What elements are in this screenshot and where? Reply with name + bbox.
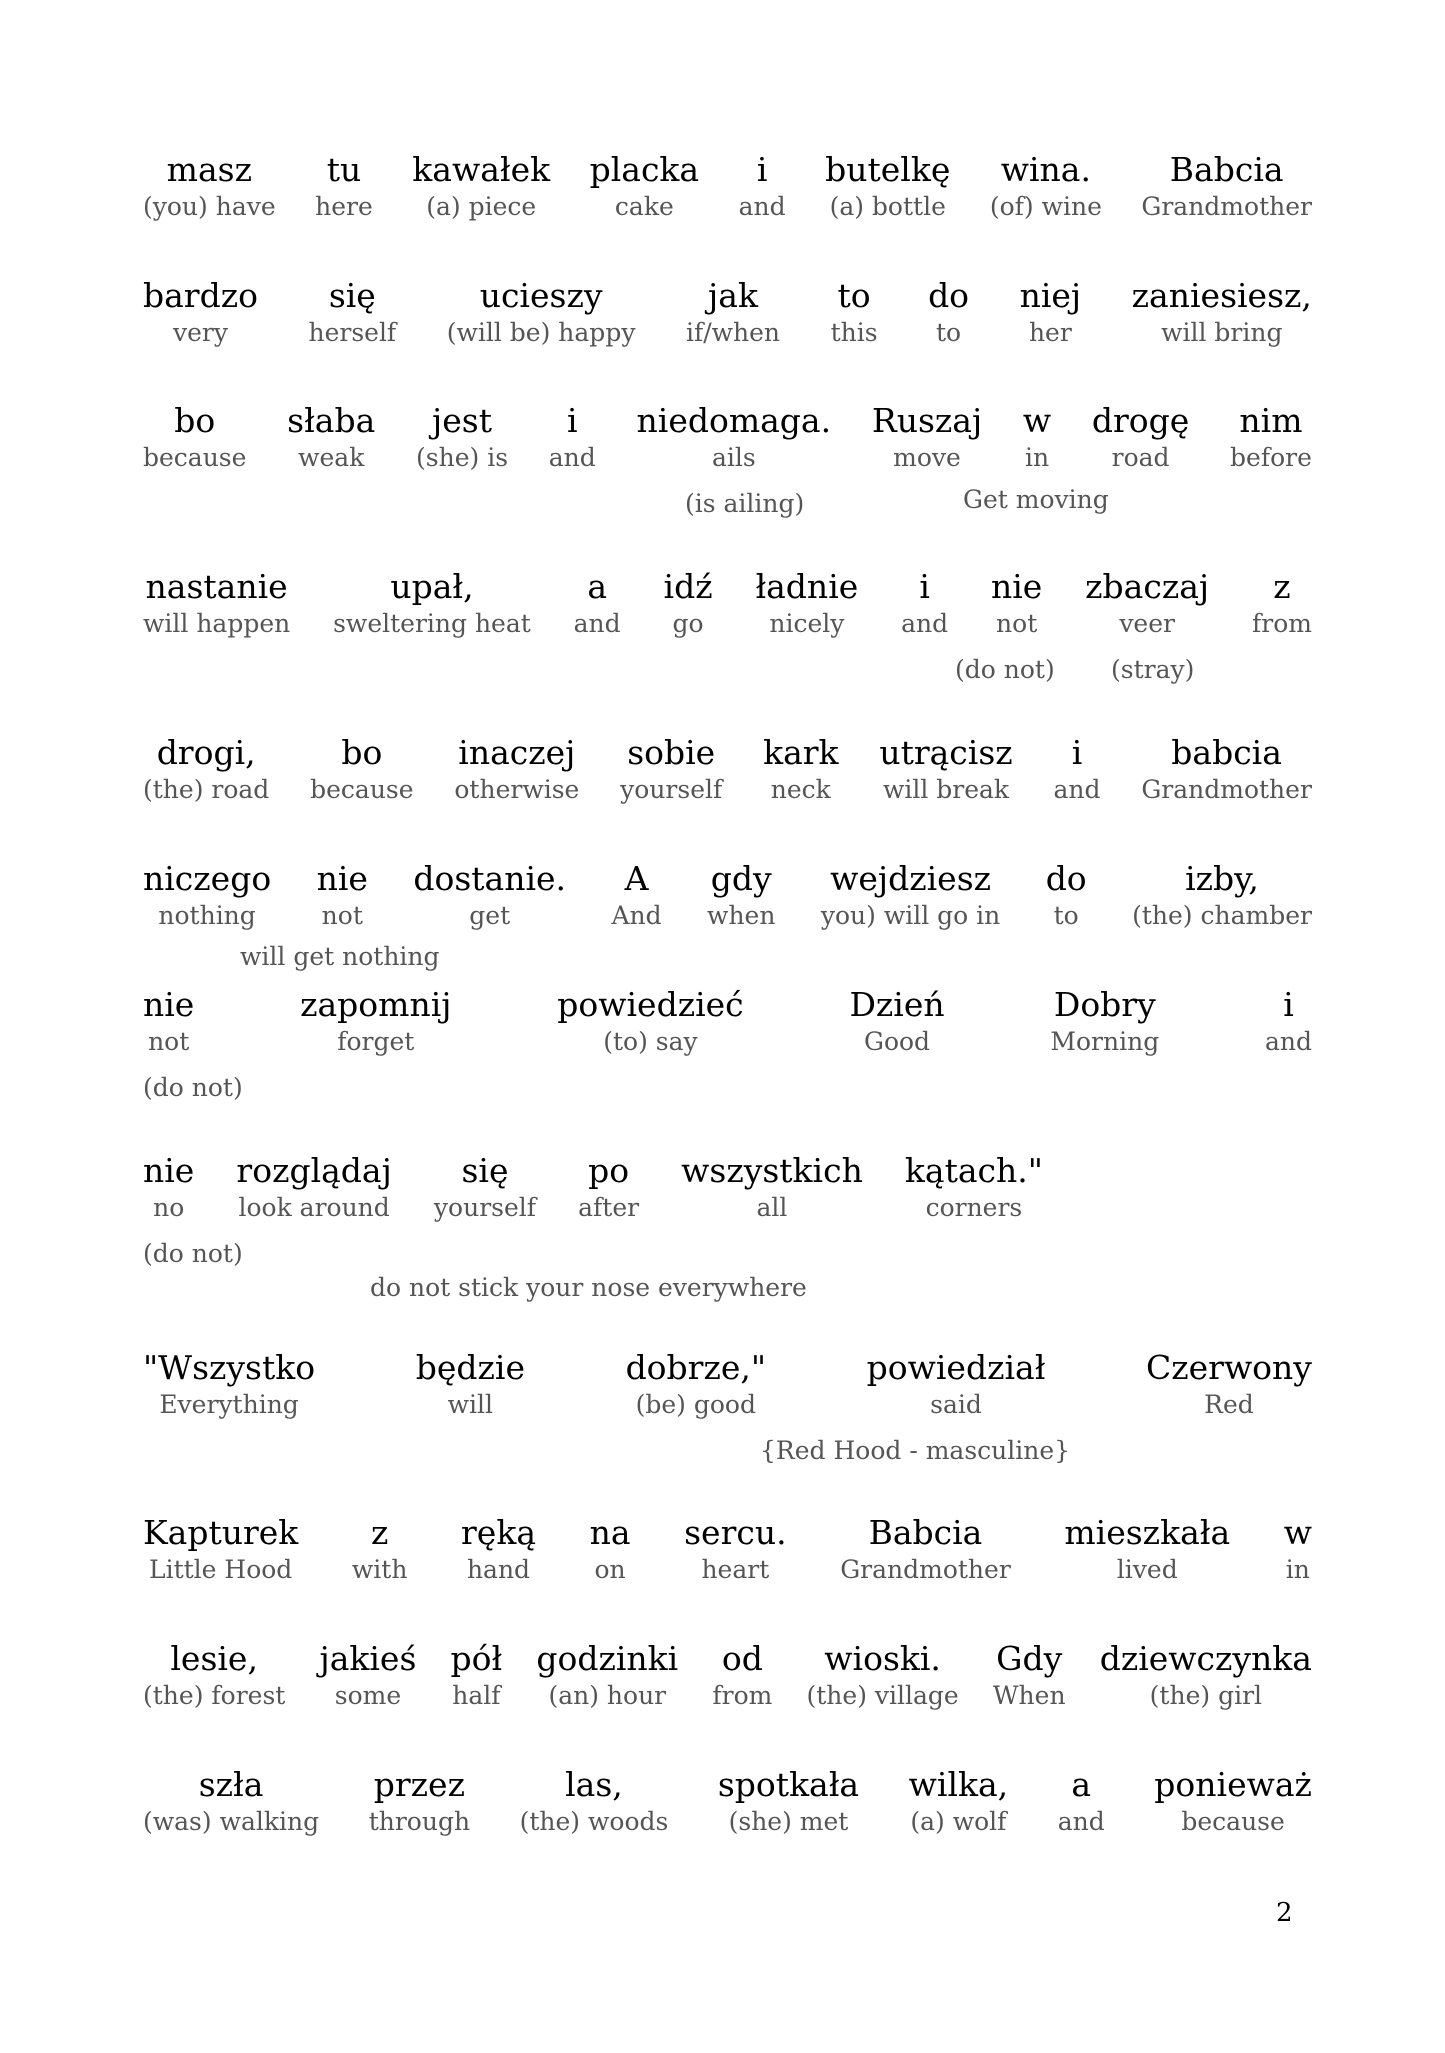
- text-line: [143, 1765, 1312, 1837]
- english-gloss: some: [334, 1681, 402, 1710]
- polish-word: bo: [341, 733, 383, 772]
- english-gloss: and: [738, 192, 786, 221]
- english-gloss: When: [992, 1681, 1066, 1710]
- word-pair: [1284, 1513, 1312, 1585]
- english-gloss: not: [321, 901, 363, 930]
- word-pair: [991, 567, 1042, 639]
- word-pair: [1100, 1639, 1312, 1711]
- word-pair: [1265, 985, 1312, 1057]
- polish-word: dobrze,": [625, 1348, 767, 1387]
- word-pair: [352, 1513, 408, 1585]
- word-pair: [1085, 567, 1209, 639]
- english-gloss: and: [1053, 775, 1101, 804]
- word-pair: [686, 276, 780, 348]
- polish-word: masz: [166, 150, 252, 189]
- polish-word: lesie,: [170, 1639, 258, 1678]
- polish-word: w: [1283, 1513, 1312, 1552]
- word-pair: [611, 859, 661, 931]
- english-gloss: (the) chamber: [1132, 901, 1312, 930]
- polish-word: ładnie: [755, 567, 859, 606]
- text-line: [143, 733, 1312, 805]
- polish-word: po: [588, 1151, 630, 1190]
- english-gloss: (the) road: [143, 775, 270, 804]
- polish-word: jest: [432, 401, 492, 440]
- english-gloss: when: [707, 901, 776, 930]
- polish-word: wszystkich: [681, 1151, 863, 1190]
- polish-word: i: [1071, 733, 1083, 772]
- word-pair: [574, 567, 621, 639]
- word-pair: [412, 150, 550, 222]
- polish-word: idź: [663, 567, 713, 606]
- polish-word: to: [837, 276, 871, 315]
- english-gloss: (the) village: [806, 1681, 959, 1710]
- polish-word: "Wszystko: [143, 1348, 316, 1387]
- word-pair: [578, 1151, 639, 1223]
- english-gloss: (the) woods: [519, 1807, 669, 1836]
- word-pair: [990, 150, 1102, 222]
- polish-word: Babcia: [1169, 150, 1284, 189]
- english-gloss: (the) forest: [143, 1681, 286, 1710]
- english-gloss: (a) piece: [426, 192, 537, 221]
- word-pair: [315, 150, 373, 222]
- word-pair: [718, 1765, 859, 1837]
- polish-word: nim: [1239, 401, 1303, 440]
- word-pair: [807, 1639, 959, 1711]
- polish-word: niej: [1019, 276, 1082, 315]
- gloss-note: Get moving: [963, 485, 1109, 514]
- word-pair: [143, 150, 276, 222]
- word-pair: [1230, 401, 1312, 473]
- english-gloss: to: [936, 318, 962, 347]
- english-gloss: otherwise: [454, 775, 580, 804]
- word-pair: [712, 1639, 772, 1711]
- word-pair: [416, 1348, 525, 1420]
- english-gloss: (she) met: [728, 1807, 849, 1836]
- word-pair: [684, 1513, 786, 1585]
- text-line: [143, 150, 1312, 222]
- polish-word: się: [328, 276, 376, 315]
- english-gloss: weak: [298, 443, 365, 472]
- polish-word: las,: [565, 1765, 623, 1804]
- english-gloss: nicely: [769, 609, 845, 638]
- gloss-note: (stray): [1111, 655, 1195, 684]
- english-gloss: before: [1230, 443, 1312, 472]
- word-pair: [626, 1348, 766, 1420]
- word-pair: [1132, 276, 1312, 348]
- polish-word: kątach.": [904, 1151, 1043, 1190]
- word-pair: [821, 859, 1000, 931]
- english-gloss: Everything: [159, 1390, 299, 1419]
- english-gloss: because: [310, 775, 414, 804]
- english-gloss: will happen: [143, 609, 291, 638]
- polish-word: Czerwony: [1146, 1348, 1312, 1387]
- polish-word: słaba: [287, 401, 376, 440]
- text-line: [143, 1151, 1043, 1223]
- text-line: [143, 1513, 1312, 1585]
- english-gloss: forget: [337, 1027, 415, 1056]
- text-line: [143, 1639, 1312, 1711]
- word-pair: [557, 985, 743, 1057]
- text-line: [143, 1348, 1312, 1420]
- english-gloss: will bring: [1161, 318, 1283, 347]
- english-gloss: cake: [614, 192, 674, 221]
- text-line: [143, 985, 1312, 1057]
- english-gloss: (an) hour: [548, 1681, 667, 1710]
- polish-word: godzinki: [536, 1639, 679, 1678]
- polish-word: powiedział: [866, 1348, 1046, 1387]
- polish-word: butelkę: [825, 150, 951, 189]
- word-pair: [681, 1151, 863, 1223]
- word-pair: [369, 1765, 470, 1837]
- english-gloss: very: [172, 318, 228, 347]
- word-pair: [143, 733, 269, 805]
- word-pair: [143, 1765, 319, 1837]
- english-gloss: get: [469, 901, 511, 930]
- english-gloss: sweltering heat: [333, 609, 531, 638]
- english-gloss: corners: [925, 1193, 1023, 1222]
- polish-word: a: [587, 567, 607, 606]
- polish-word: będzie: [415, 1348, 525, 1387]
- polish-word: izby,: [1185, 859, 1259, 898]
- polish-word: kark: [763, 733, 839, 772]
- word-pair: [1050, 985, 1159, 1057]
- polish-word: sercu.: [684, 1513, 787, 1552]
- polish-word: Ruszaj: [871, 401, 983, 440]
- english-gloss: (was) walking: [143, 1807, 320, 1836]
- word-pair: [549, 401, 596, 473]
- polish-word: niczego: [143, 859, 272, 898]
- word-pair: [739, 150, 786, 222]
- polish-word: ucieszy: [479, 276, 603, 315]
- polish-word: bardzo: [143, 276, 258, 315]
- english-gloss: in: [1285, 1555, 1310, 1584]
- english-gloss: (the) girl: [1149, 1681, 1263, 1710]
- english-gloss: Grandmother: [1141, 775, 1312, 804]
- polish-word: dziewczynka: [1099, 1639, 1312, 1678]
- polish-word: na: [589, 1513, 631, 1552]
- english-gloss: to: [1053, 901, 1079, 930]
- polish-word: w: [1022, 401, 1052, 440]
- polish-word: szła: [198, 1765, 264, 1804]
- polish-word: placka: [589, 150, 700, 189]
- word-pair: [451, 1639, 503, 1711]
- english-gloss: her: [1028, 318, 1072, 347]
- polish-word: sobie: [627, 733, 716, 772]
- english-gloss: And: [611, 901, 662, 930]
- word-pair: [434, 1151, 536, 1223]
- polish-word: Gdy: [996, 1639, 1063, 1678]
- english-gloss: and: [573, 609, 621, 638]
- polish-word: do: [1045, 859, 1087, 898]
- word-pair: [872, 401, 982, 473]
- english-gloss: and: [548, 443, 596, 472]
- word-pair: [1023, 401, 1051, 473]
- gloss-note: (is ailing): [685, 489, 805, 518]
- polish-word: drogi,: [156, 733, 256, 772]
- word-pair: [520, 1765, 669, 1837]
- polish-word: niedomaga.: [636, 401, 832, 440]
- polish-word: wina.: [1000, 150, 1091, 189]
- english-gloss: and: [901, 609, 949, 638]
- word-pair: [143, 567, 290, 639]
- english-gloss: (be) good: [635, 1390, 756, 1419]
- word-pair: [236, 1151, 391, 1223]
- polish-word: nie: [990, 567, 1043, 606]
- polish-word: i: [566, 401, 578, 440]
- english-gloss: because: [1181, 1807, 1285, 1836]
- word-pair: [1132, 859, 1312, 931]
- polish-word: tu: [326, 150, 362, 189]
- word-pair: [536, 1639, 678, 1711]
- polish-word: wilka,: [908, 1765, 1009, 1804]
- polish-word: od: [721, 1639, 763, 1678]
- english-gloss: lived: [1116, 1555, 1178, 1584]
- polish-word: wioski.: [824, 1639, 941, 1678]
- english-gloss: not: [996, 609, 1038, 638]
- polish-word: się: [461, 1151, 509, 1190]
- word-pair: [825, 150, 950, 222]
- polish-word: bo: [174, 401, 216, 440]
- polish-word: z: [1273, 567, 1291, 606]
- english-gloss: (to) say: [603, 1027, 698, 1056]
- polish-word: utrącisz: [879, 733, 1013, 772]
- polish-word: ręką: [461, 1513, 536, 1552]
- polish-word: Kapturek: [143, 1513, 299, 1552]
- word-pair: [300, 985, 451, 1057]
- word-pair: [840, 1513, 1011, 1585]
- word-pair: [620, 733, 722, 805]
- word-pair: [901, 567, 948, 639]
- polish-word: mieszkała: [1064, 1513, 1231, 1552]
- word-pair: [308, 276, 396, 348]
- word-pair: [1064, 1513, 1230, 1585]
- polish-word: jakieś: [319, 1639, 417, 1678]
- polish-word: zbaczaj: [1085, 567, 1210, 606]
- word-pair: [1146, 1348, 1312, 1420]
- polish-word: nastanie: [145, 567, 288, 606]
- polish-word: przez: [373, 1765, 465, 1804]
- word-pair: [664, 567, 713, 639]
- polish-word: kawałek: [412, 150, 551, 189]
- english-gloss: Good: [863, 1027, 931, 1056]
- polish-word: dostanie.: [413, 859, 567, 898]
- gloss-note: do not stick your nose everywhere: [370, 1273, 807, 1302]
- polish-word: pół: [450, 1639, 503, 1678]
- polish-word: nie: [143, 985, 195, 1024]
- word-pair: [928, 276, 969, 348]
- word-pair: [755, 567, 858, 639]
- english-gloss: all: [756, 1193, 788, 1222]
- english-gloss: here: [315, 192, 373, 221]
- word-pair: [143, 1151, 194, 1223]
- word-pair: [143, 401, 246, 473]
- polish-word: i: [1283, 985, 1294, 1024]
- word-pair: [1141, 150, 1312, 222]
- english-gloss: half: [452, 1681, 501, 1710]
- polish-word: rozglądaj: [236, 1151, 392, 1190]
- word-pair: [905, 1151, 1043, 1223]
- english-gloss: (a) bottle: [829, 192, 946, 221]
- word-pair: [1252, 567, 1312, 639]
- polish-word: a: [1071, 1765, 1092, 1804]
- polish-word: Babcia: [868, 1513, 983, 1552]
- word-pair: [310, 733, 413, 805]
- english-gloss: look around: [238, 1193, 390, 1222]
- polish-word: spotkała: [717, 1765, 860, 1804]
- english-gloss: not: [148, 1027, 190, 1056]
- word-pair: [831, 276, 878, 348]
- word-pair: [143, 985, 194, 1057]
- word-pair: [317, 859, 368, 931]
- english-gloss: heart: [701, 1555, 770, 1584]
- word-pair: [319, 1639, 416, 1711]
- polish-word: inaczej: [458, 733, 576, 772]
- english-gloss: Little Hood: [148, 1555, 293, 1584]
- text-line: [143, 859, 1312, 931]
- english-gloss: ails: [711, 443, 756, 472]
- english-gloss: Grandmother: [1141, 192, 1312, 221]
- english-gloss: said: [930, 1390, 982, 1419]
- polish-word: i: [919, 567, 930, 606]
- english-gloss: yourself: [433, 1193, 537, 1222]
- polish-word: Dobry: [1053, 985, 1156, 1024]
- english-gloss: no: [153, 1193, 185, 1222]
- polish-word: nie: [316, 859, 368, 898]
- polish-word: drogę: [1091, 401, 1190, 440]
- word-pair: [590, 1513, 631, 1585]
- english-gloss: (a) wolf: [910, 1807, 1007, 1836]
- english-gloss: this: [830, 318, 878, 347]
- english-gloss: neck: [770, 775, 831, 804]
- word-pair: [849, 985, 944, 1057]
- word-pair: [1046, 859, 1087, 931]
- word-pair: [707, 859, 775, 931]
- word-pair: [763, 733, 838, 805]
- english-gloss: (of) wine: [989, 192, 1102, 221]
- word-pair: [461, 1513, 536, 1585]
- polish-word: z: [370, 1513, 389, 1552]
- polish-word: wejdziesz: [830, 859, 992, 898]
- polish-word: ponieważ: [1154, 1765, 1312, 1804]
- english-gloss: after: [578, 1193, 640, 1222]
- word-pair: [287, 401, 375, 473]
- english-gloss: and: [1057, 1807, 1105, 1836]
- polish-word: babcia: [1171, 733, 1282, 772]
- gloss-note: (do not): [143, 1073, 243, 1102]
- english-gloss: will: [447, 1390, 494, 1419]
- gloss-note: (do not): [143, 1239, 243, 1268]
- english-gloss: from: [1251, 609, 1312, 638]
- polish-word: nie: [143, 1151, 195, 1190]
- english-gloss: (will be) happy: [446, 318, 636, 347]
- english-gloss: with: [351, 1555, 408, 1584]
- word-pair: [143, 1513, 298, 1585]
- polish-word: A: [624, 859, 649, 898]
- gloss-note: {Red Hood - masculine}: [760, 1436, 1071, 1465]
- english-gloss: if/when: [685, 318, 781, 347]
- english-gloss: hand: [466, 1555, 531, 1584]
- word-pair: [413, 859, 566, 931]
- english-gloss: herself: [308, 318, 397, 347]
- english-gloss: nothing: [158, 901, 256, 930]
- polish-word: upał,: [390, 567, 474, 606]
- word-pair: [637, 401, 832, 473]
- polish-word: zaniesiesz,: [1131, 276, 1312, 315]
- word-pair: [143, 1639, 285, 1711]
- word-pair: [1020, 276, 1082, 348]
- polish-word: do: [928, 276, 970, 315]
- word-pair: [867, 1348, 1046, 1420]
- english-gloss: road: [1111, 443, 1170, 472]
- english-gloss: yourself: [620, 775, 723, 804]
- word-pair: [416, 401, 508, 473]
- word-pair: [1154, 1765, 1312, 1837]
- english-gloss: veer: [1119, 609, 1175, 638]
- english-gloss: and: [1264, 1027, 1312, 1056]
- word-pair: [1092, 401, 1189, 473]
- english-gloss: move: [893, 443, 961, 472]
- english-gloss: go: [672, 609, 704, 638]
- page-number: 2: [1276, 1898, 1293, 1928]
- word-pair: [1141, 733, 1312, 805]
- word-pair: [590, 150, 700, 222]
- english-gloss: Morning: [1050, 1027, 1160, 1056]
- english-gloss: in: [1024, 443, 1050, 472]
- polish-word: i: [756, 150, 768, 189]
- word-pair: [143, 276, 258, 348]
- english-gloss: Grandmother: [840, 1555, 1011, 1584]
- text-line: [143, 401, 1312, 473]
- text-line: [143, 567, 1312, 639]
- word-pair: [143, 1348, 315, 1420]
- word-pair: [447, 276, 636, 348]
- english-gloss: because: [143, 443, 247, 472]
- polish-word: Dzień: [849, 985, 945, 1024]
- gloss-note: will get nothing: [240, 942, 440, 971]
- text-line: [143, 276, 1312, 348]
- word-pair: [143, 859, 271, 931]
- english-gloss: you) will go in: [820, 901, 1001, 930]
- word-pair: [454, 733, 579, 805]
- english-gloss: (she) is: [416, 443, 509, 472]
- polish-word: powiedzieć: [557, 985, 744, 1024]
- polish-word: zapomnij: [300, 985, 452, 1024]
- english-gloss: Red: [1204, 1390, 1254, 1419]
- word-pair: [909, 1765, 1009, 1837]
- english-gloss: from: [712, 1681, 773, 1710]
- polish-word: gdy: [710, 859, 772, 898]
- word-pair: [1058, 1765, 1105, 1837]
- word-pair: [993, 1639, 1066, 1711]
- english-gloss: will break: [882, 775, 1010, 804]
- word-pair: [879, 733, 1012, 805]
- gloss-note: (do not): [955, 655, 1055, 684]
- polish-word: jak: [708, 276, 758, 315]
- english-gloss: (you) have: [143, 192, 276, 221]
- english-gloss: through: [368, 1807, 471, 1836]
- word-pair: [333, 567, 531, 639]
- english-gloss: on: [594, 1555, 626, 1584]
- word-pair: [1053, 733, 1100, 805]
